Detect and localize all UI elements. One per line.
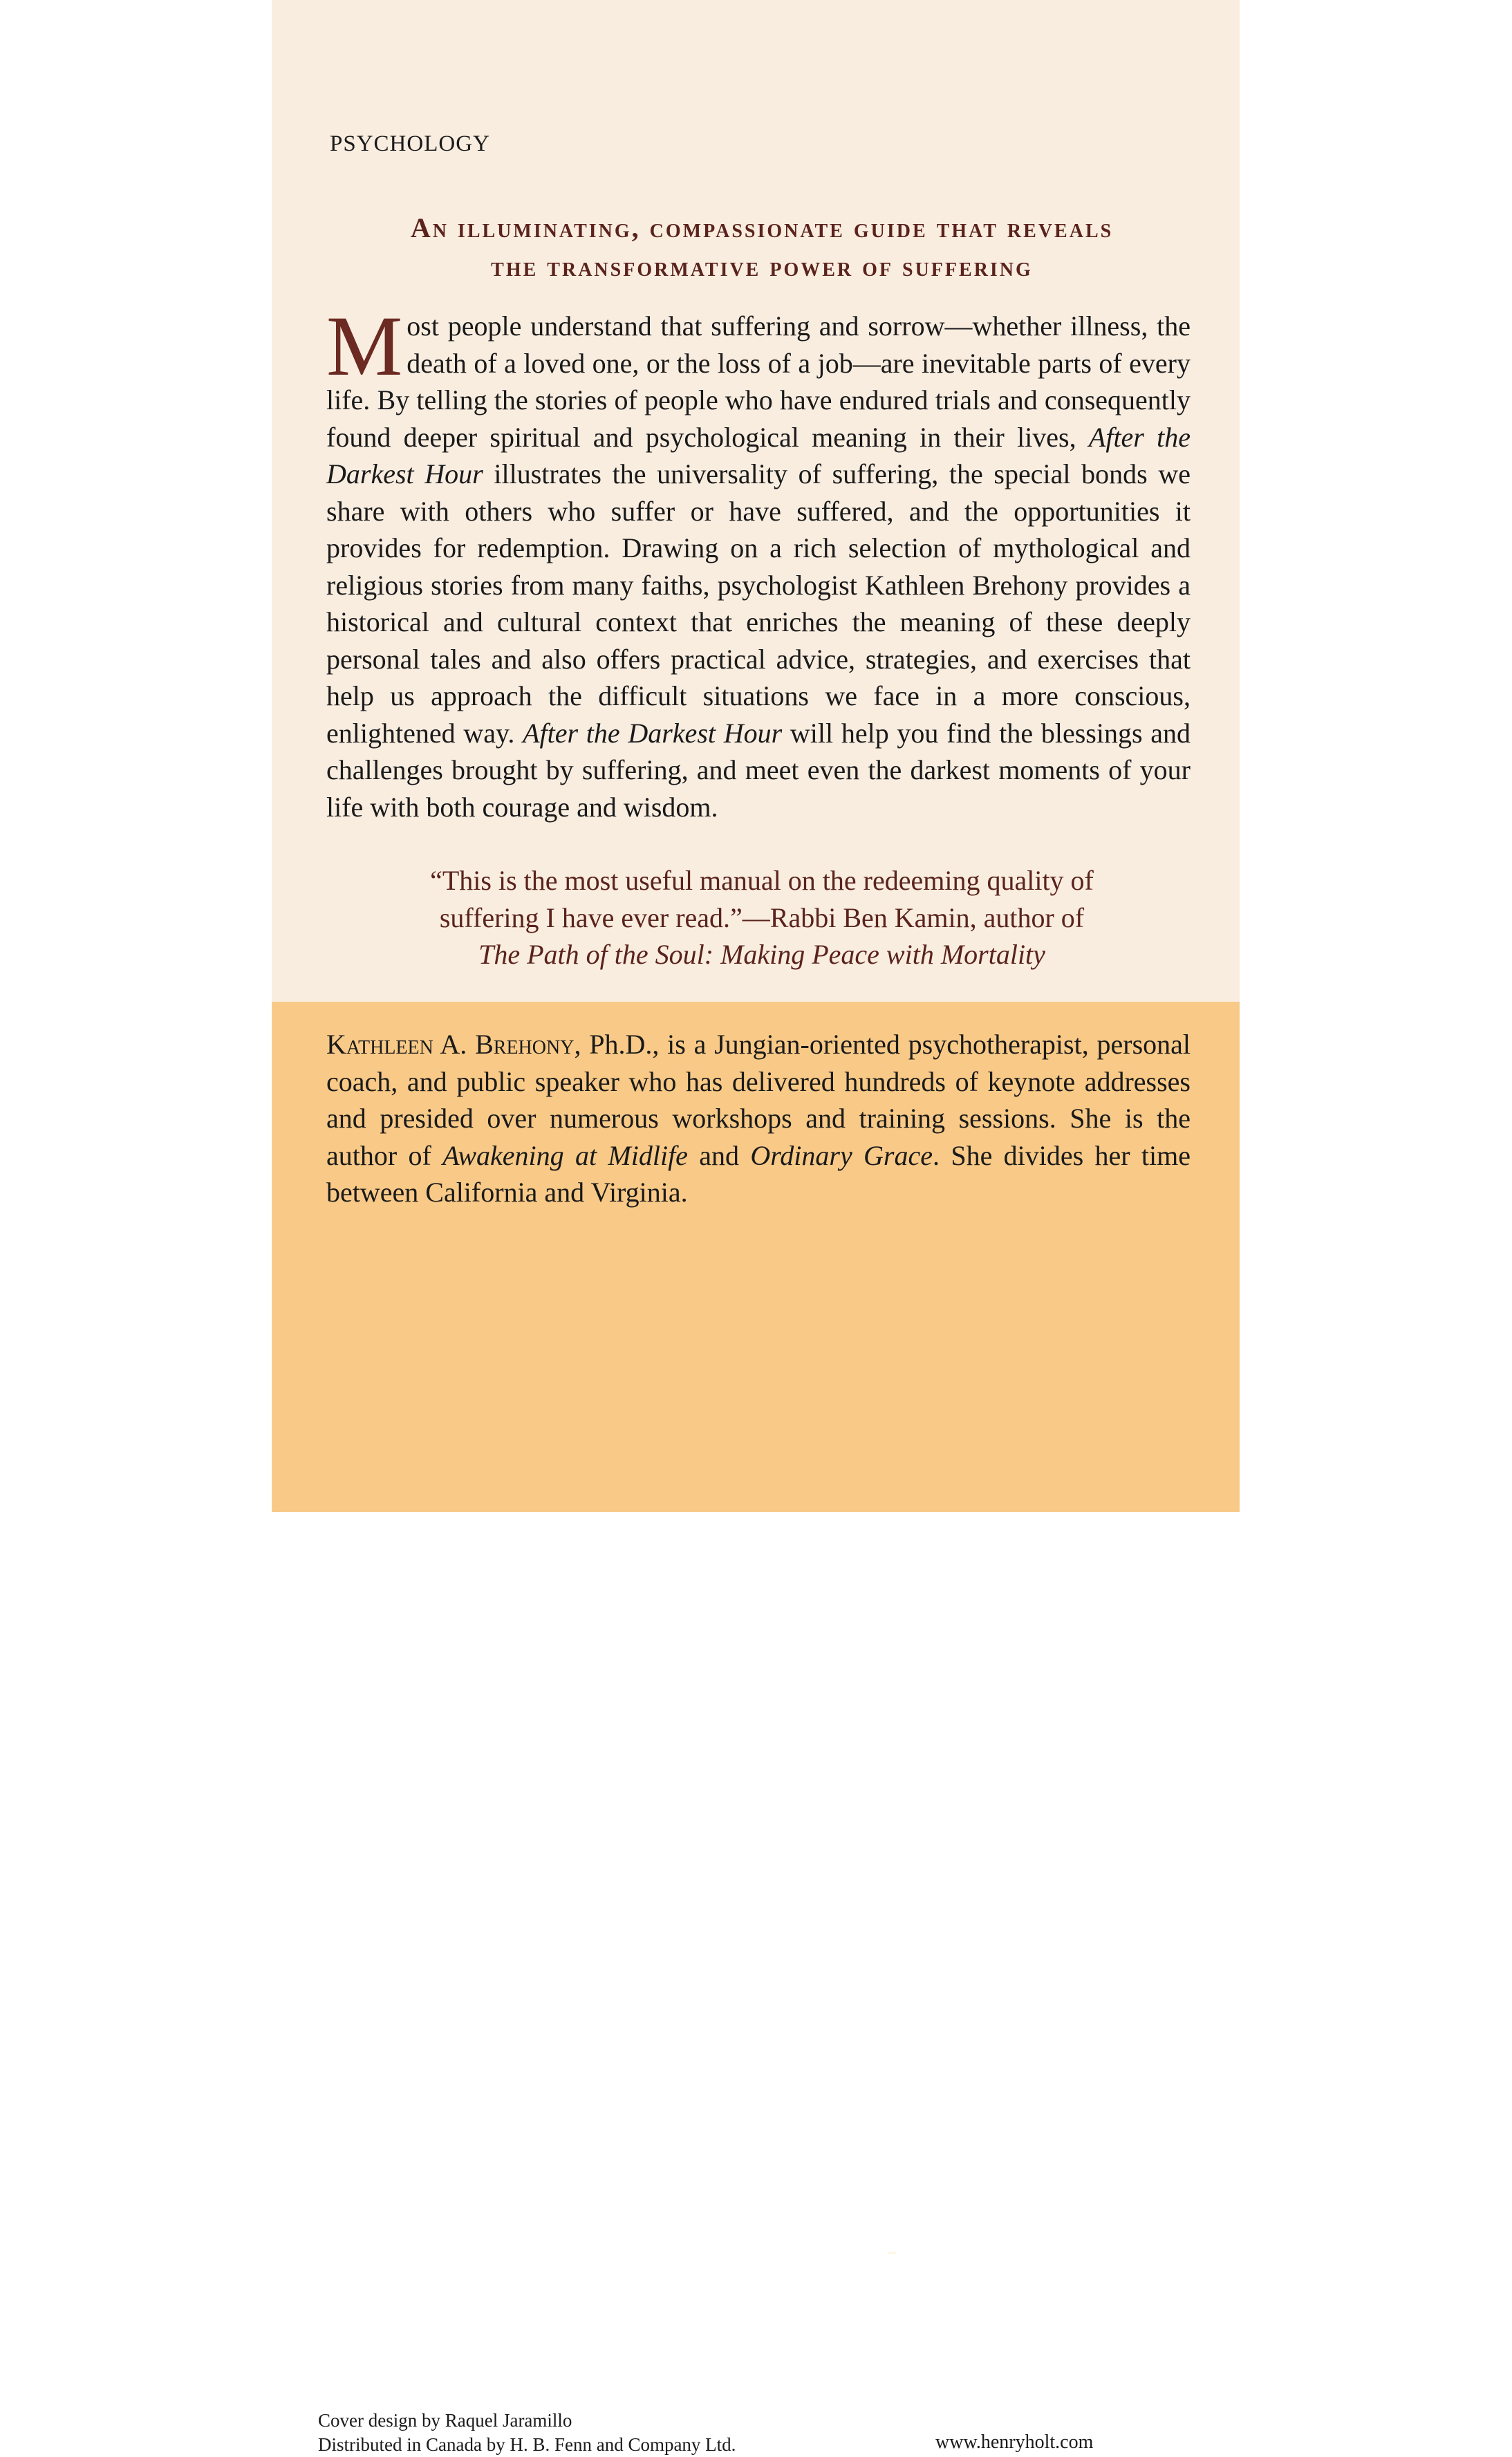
headline <box>330 209 1194 286</box>
credits <box>318 2409 736 2457</box>
description-blurb <box>326 299 1191 825</box>
book-title-reference: After the Darkest Hour <box>523 717 783 749</box>
decorative-dash <box>888 2252 896 2254</box>
quote-book-title: The Path of the Soul: Making Peace with Mortality <box>478 939 1045 970</box>
blurb-text-1: ost people understand that suffering and sorrow—whether illness, the death of a loved one, or the loss of a job—are inevitable parts of every life. By telling the stories of people who have endured trials and consequently found deeper spiritual and psychological meaning in their lives, <box>326 310 1191 453</box>
top-panel <box>272 0 1240 1002</box>
headline-line-2: the transformative power of suffering <box>491 251 1033 282</box>
category-label: PSYCHOLOGY <box>330 131 490 156</box>
author-name: Kathleen A. Brehony <box>326 1029 575 1060</box>
blurb-text-2: illustrates the universality of suffering, the special bonds we share with others who suffer or have suffered, and the opportunities it provides for redemption. Drawing on a rich selection of mythological and religious stories from many faiths, psychologist Kathleen Brehony provides a historical and cultural context that enriches the meaning of these deeply personal tales and also offers practical advice, strategies, and exercises that help us approach the difficult situations we face in a more conscious, enlightened way. <box>326 458 1191 749</box>
endorsement-quote <box>330 862 1194 973</box>
publisher-website: www.henryholt.com <box>935 2431 1094 2453</box>
quote-line-2: suffering I have ever read.”—Rabbi Ben Kamin, author of <box>439 901 1085 933</box>
distribution-credit: Distributed in Canada by H. B. Fenn and Company Ltd. <box>318 2434 736 2455</box>
author-bio <box>326 1026 1191 1211</box>
drop-cap: M <box>326 299 403 393</box>
book-title-reference: After the Darkest Hour <box>326 421 1191 489</box>
bio-text-3: . She divides her time between California and Virginia. <box>326 1139 1191 1208</box>
bio-text-2: and <box>687 1139 751 1171</box>
bio-text-1: , Ph.D., is a Jungian-oriented psychotherapist, personal coach, and public speaker who has delivered hundreds of keynote addresses and presided over numerous workshops and training sessions. She is the author of <box>326 1029 1191 1171</box>
blurb-text-3: will help you find the blessings and challenges brought by suffering, and meet even the darkest moments of your life with both courage and wisdom. <box>326 717 1191 823</box>
quote-line-1: “This is the most useful manual on the redeeming quality of <box>430 865 1094 896</box>
headline-line-1: An illuminating, compassionate guide that reveals <box>410 212 1114 243</box>
book-reference: Ordinary Grace <box>750 1139 933 1171</box>
book-back-cover <box>272 0 1240 2455</box>
book-reference: Awakening at Midlife <box>442 1139 688 1171</box>
cover-design-credit: Cover design by Raquel Jaramillo <box>318 2410 572 2431</box>
